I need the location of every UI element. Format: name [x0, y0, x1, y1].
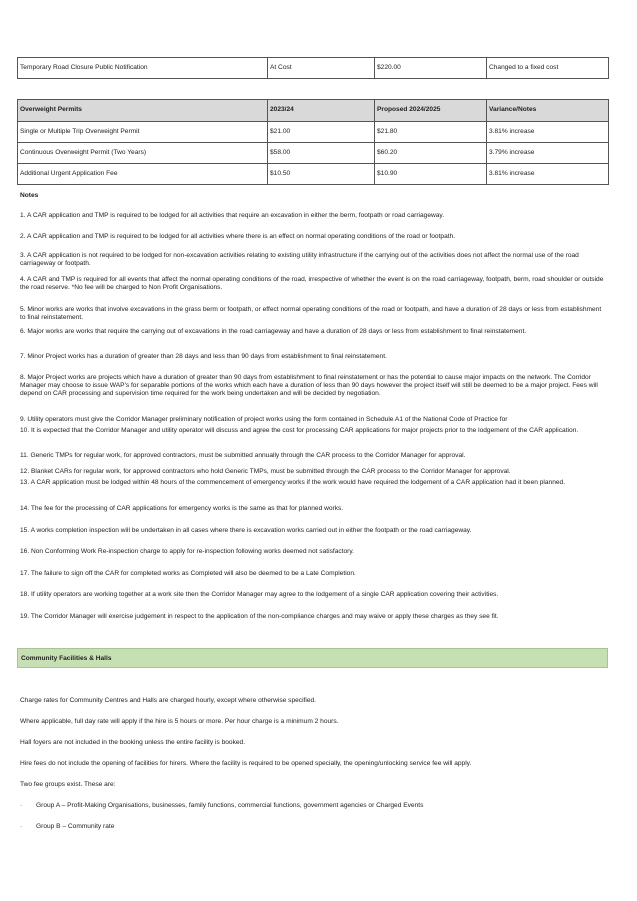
- table-cell: 3.79% increase: [487, 143, 609, 164]
- community-paragraph: Hire fees do not include the opening of facilities for hirers. Where the facility is required to be opened specially, the opening/unlocking service fee will apply.: [20, 760, 472, 767]
- table-cell: $10.90: [375, 164, 487, 185]
- bullet-marker: ·: [20, 802, 23, 809]
- table-cell: $21.00: [268, 122, 375, 143]
- note-item: 4. A CAR and TMP is required for all events that affect the normal operating conditions of the road, irrespective of whether the event is on the road carriageway, footpath, berm, road shoulder or outside the road reserve. *No fee will be charged to Non Profit Organisations.: [20, 276, 604, 292]
- community-paragraph: Charge rates for Community Centres and Halls are charged hourly, except where otherwise specified.: [20, 697, 317, 704]
- table-header-row: [18, 100, 609, 122]
- note-item: 3. A CAR application is not required to be lodged for non-excavation activities relating to existing utility infrastructure if the carrying out of the activities does not affect the normal use of the road carriageway or footpath.: [20, 252, 579, 268]
- table-row: [18, 58, 609, 79]
- table-cell: $60.20: [375, 143, 487, 164]
- note-item: 7. Minor Project works has a duration of greater than 28 days and less than 90 days from establishment to final reinstatement.: [20, 353, 387, 360]
- fee-group-item: Group B – Community rate: [36, 823, 115, 830]
- table-cell: $58.00: [268, 143, 375, 164]
- table-row: [18, 122, 609, 143]
- note-item: 1. A CAR application and TMP is required to be lodged for all activities that require an excavation in either the berm, footpath or road carriageway.: [20, 212, 445, 219]
- note-item: 8. Major Project works are projects which have a duration of greater than 90 days from establishment to final reinstatement or has the potential to cause major impacts on the network. The Corridor Manager may choose to issue WAP's for separable portions of the works which each have a duration of less than 90 days however the project itself will still be deemed to be a major project. Fees will depend on CAR processing and supervision time required for the work being undertaken and will be decided by negotiation.: [20, 374, 598, 398]
- community-paragraph: Two fee groups exist. These are:: [20, 781, 116, 788]
- table-cell: At Cost: [268, 58, 375, 79]
- note-item: 18. If utility operators are working together at a work site then the Corridor Manager may agree to the lodgement of a single CAR application covering their activities.: [20, 591, 499, 598]
- road-closure-table: [17, 57, 609, 79]
- table-row: [18, 143, 609, 164]
- note-item: 10. It is expected that the Corridor Manager and utility operator will discuss and agree the cost for processing CAR applications for major projects prior to the lodgement of the CAR application.: [20, 427, 579, 434]
- note-item: 17. The failure to sign off the CAR for completed works as Completed will also be deemed to be a Late Completion.: [20, 570, 356, 577]
- section-heading-community-facilities: Community Facilities & Halls: [17, 648, 608, 668]
- overweight-permits-table: [17, 99, 609, 185]
- note-item: 15. A works completion inspection will be undertaken in all cases where there is excavation works carried out in either the footpath or the road carriageway.: [20, 527, 472, 534]
- column-header: 2023/24: [268, 100, 375, 122]
- table-cell: Additional Urgent Application Fee: [18, 164, 268, 185]
- table-cell: 3.81% increase: [487, 122, 609, 143]
- note-item: 11. Generic TMPs for regular work, for approved contractors, must be submitted annually through the CAR process to the Corridor Manager for approval.: [20, 452, 466, 459]
- note-item: 19. The Corridor Manager will exercise judgement in respect to the application of the non-compliance charges and may waive or apply these charges as they see fit.: [20, 613, 499, 620]
- note-item: 2. A CAR application and TMP is required to be lodged for all activities where there is an effect on normal operating conditions of the road or footpath.: [20, 233, 456, 240]
- table-cell: $10.50: [268, 164, 375, 185]
- note-item: 5. Minor works are works that involve excavations in the grass berm or footpath, or effect normal operating conditions of the road or footpath, and have a duration of 28 days or less from establishment to final reinstatement.: [20, 306, 602, 322]
- community-paragraph: Where applicable, full day rate will apply if the hire is 5 hours or more. Per hour charge is a minimum 2 hours.: [20, 718, 339, 725]
- note-item: 16. Non Conforming Work Re-inspection charge to apply for re-inspection following works deemed not satisfactory.: [20, 548, 354, 555]
- bullet-marker: ·: [20, 823, 23, 830]
- table-row: [18, 164, 609, 185]
- table-cell: 3.81% increase: [487, 164, 609, 185]
- column-header: Variance/Notes: [487, 100, 609, 122]
- column-header: Overweight Permits: [18, 100, 268, 122]
- note-item: 14. The fee for the processing of CAR applications for emergency works is the same as that for planned works.: [20, 505, 344, 512]
- table-cell: Changed to a fixed cost: [487, 58, 609, 79]
- column-header: Proposed 2024/2025: [375, 100, 487, 122]
- table-cell: Temporary Road Closure Public Notification: [18, 58, 268, 79]
- table-cell: $21.80: [375, 122, 487, 143]
- table-cell: Single or Multiple Trip Overweight Permit: [18, 122, 268, 143]
- notes-heading: Notes: [20, 192, 39, 199]
- fee-group-item: Group A – Profit-Making Organisations, businesses, family functions, commercial functions, government agencies or Charged Events: [36, 802, 424, 809]
- table-cell: $220.00: [375, 58, 487, 79]
- note-item: 12. Blanket CARs for regular work, for approved contractors who hold Generic TMPs, must be submitted through the CAR process to the Corridor Manager for approval.: [20, 468, 511, 475]
- note-item: 9. Utility operators must give the Corridor Manager preliminary notification of project works using the form contained in Schedule A1 of the National Code of Practice for: [20, 416, 508, 423]
- note-item: 6. Major works are works that require the carrying out of excavations in the road carriageway and have a duration of 28 days or less from establishment to final reinstatement.: [20, 328, 527, 335]
- table-cell: Continuous Overweight Permit (Two Years): [18, 143, 268, 164]
- community-paragraph: Hall foyers are not included in the booking unless the entire facility is booked.: [20, 739, 246, 746]
- note-item: 13. A CAR application must be lodged within 48 hours of the commencement of emergency works if the work would have required the lodgement of a CAR application had it been planned.: [20, 479, 566, 486]
